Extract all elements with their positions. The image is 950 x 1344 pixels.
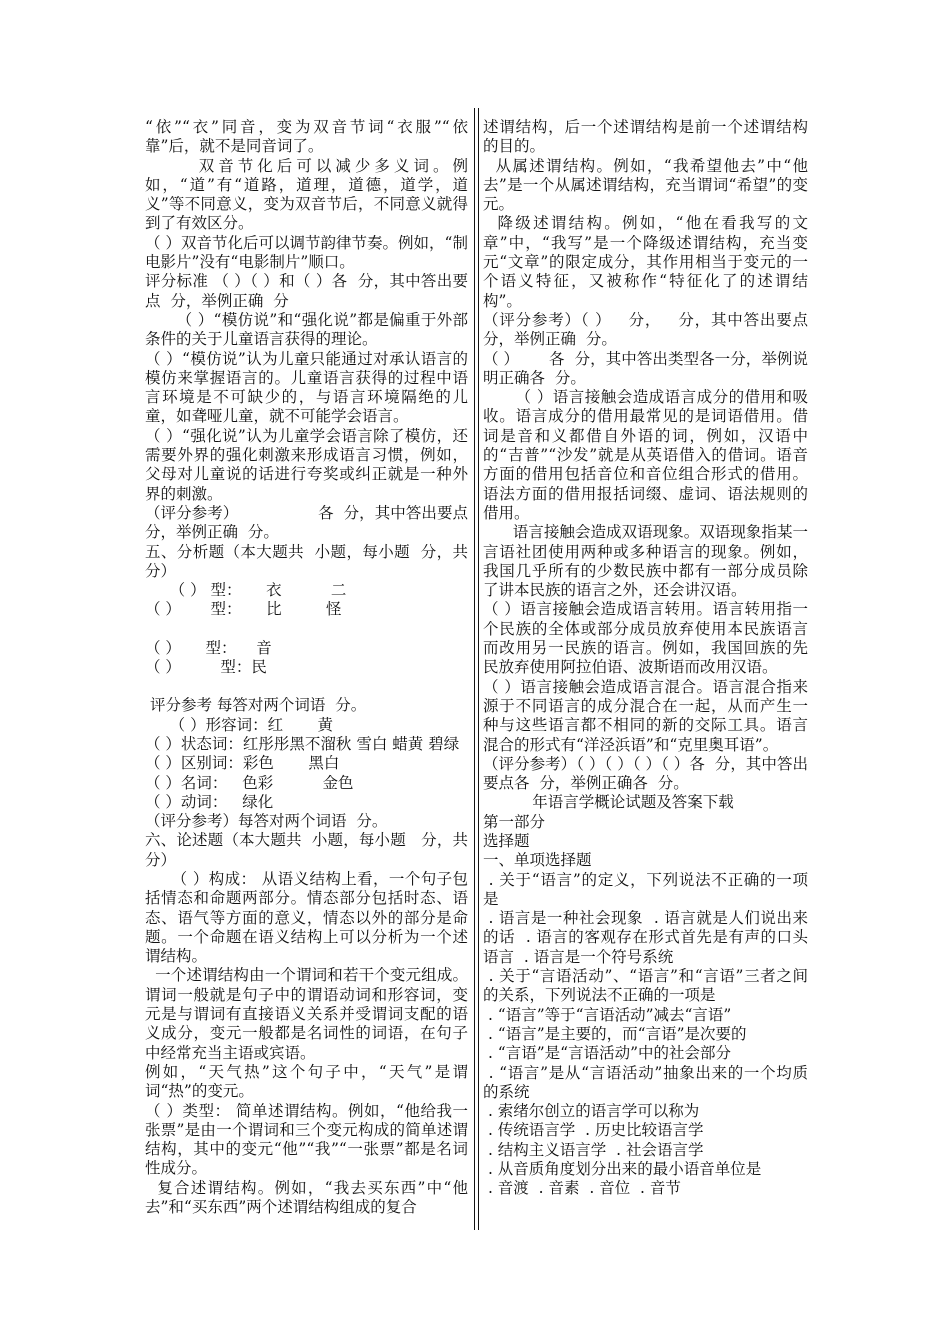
paragraph: 评分标准 （ ）（ ）和（ ）各 分，其中答出要点 分，举例正确 分 — [145, 272, 468, 310]
left-column — [145, 118, 478, 1217]
paragraph: （ ）“强化说”认为儿童学会语言除了模仿，还需要外界的强化刺激来形成语言习惯，例如，父母对儿童说的话进行夸奖或纠正就是一种外界的刺激。 — [145, 426, 468, 503]
option: . “语言”是从“言语活动”抽象出来的一个均质的系统 — [483, 1063, 808, 1101]
paragraph: 语言接触会造成双语现象。双语现象指某一言语社团使用两种或多种语言的现象。例如，我国几乎所有的少数民族中都有一部分成员除了讲本民族的语言之外，还会讲汉语。 — [483, 523, 808, 600]
options: . 结构主义语言学 . 社会语言学 — [483, 1140, 704, 1159]
paragraph: 例如，“天气热”这个句子中，“天气”是谓词“热”的变元。 — [145, 1062, 468, 1101]
paragraph: 复合述谓结构。例如，“我去买东西”中“他去”和“买东西”两个述谓结构组成的复合 — [145, 1178, 468, 1217]
paragraph: （评分参考）（ ） 分， 分，其中答出要点 分，举例正确 分。 — [483, 310, 818, 349]
section-heading: 五、分析题（本大题共 小题，每小题 分，共 分） — [145, 542, 478, 580]
answer-line: （ ） 型： 比 怪 — [145, 600, 342, 619]
section-heading: 一、单项选择题 — [483, 851, 592, 870]
option: . “语言”是主要的，而“言语”是次要的 — [483, 1024, 747, 1043]
answer-line: （ ） 型： 音 — [145, 638, 272, 657]
answer-line: （ ） 型： 衣 二 — [145, 581, 347, 600]
options: . 语言是一种社会现象 . 语言就是人们说出来的话 . 语言的客观存在形式首先是有声的口头语言 . 语言是一个符号系统 — [483, 909, 808, 966]
blank-line — [145, 620, 468, 639]
paragraph: （ ）“模仿说”和“强化说”都是偏重于外部条件的关于儿童语言获得的理论。 — [145, 310, 469, 349]
option: . “言语”是“言语活动”中的社会部分 — [483, 1044, 731, 1063]
answer-line: （ ） 型：民 — [145, 658, 267, 677]
paragraph: 评分参考 每答对两个词语 分。 — [145, 696, 367, 715]
section-heading: 第一部分 — [483, 812, 546, 831]
question: . 关于“言语活动”、“语言”和“言语”三者之间的关系，下列说法不正确的一项是 — [483, 967, 808, 1005]
paragraph: 一个述谓结构由一个谓词和若干个变元组成。谓词一般就是句子中的谓语动词和形容词，变元是与谓词有直接语义关系并受谓词支配的语义成分，变元一般都是名词性的词语，在句子中经常充当主语或宾语。 — [145, 966, 468, 1062]
blank-line — [145, 677, 468, 696]
options: . 传统语言学 . 历史比较语言学 — [483, 1121, 704, 1140]
section-heading: 选择题 — [483, 831, 530, 850]
answer-line: （ ）状态词：红彤彤黑不溜秋 雪白 蜡黄 碧绿 — [145, 734, 460, 753]
column-divider — [478, 108, 479, 1230]
question: . 索绪尔创立的语言学可以称为 — [483, 1102, 700, 1121]
answer-line: （ ）动词： 绿化 — [145, 792, 274, 811]
option: . “语言”等于“言语活动”减去“言语” — [483, 1005, 732, 1024]
answer-line: （ ）形容词：红 黄 — [145, 715, 334, 734]
paragraph: （评分参考） 各 分，其中答出要点 分，举例正确 分。 — [145, 503, 478, 542]
column-divider — [474, 108, 475, 1230]
paragraph: （ ）构成： 从语义结构上看，一个句子包括情态和命题两部分。情态部分包括时态、语态、语气等方面的意义，情态以外的部分是命题。一个命题在语义结构上可以分析为一个述谓结构。 — [145, 869, 469, 966]
options: . 音渡 . 音素 . 音位 . 音节 — [483, 1179, 681, 1198]
paragraph: （ ）语言接触会造成语言成分的借用和吸收。语言成分的借用最常见的是词语借用。借词是音和义都借自外语的词，例如，汉语中的“吉普”“沙发”就是从英语借入的借词。语音方面的借用包括音位和音位组合形式的借用。语法方面的借用报括词缀、虚词、语法规则的借用。 — [483, 388, 808, 522]
paragraph: （评分参考）每答对两个词语 分。 — [145, 812, 388, 831]
document-title: 年语言学概论试题及答案下载 — [483, 793, 734, 812]
paragraph: 降级述谓结构。例如，“他在看我写的文章”中，“我写”是一个降级述谓结构，充当变元“文章”的限定成分，其作用相当于变元的一个语义特征，又被称作“特征化了的述谓结构”。 — [483, 214, 808, 310]
right-column — [483, 118, 818, 1199]
paragraph: 从属述谓结构。例如，“我希望他去”中“他去”是一个从属述谓结构，充当谓词“希望”的变元。 — [483, 156, 808, 214]
section-heading: 六、论述题（本大题共 小题，每小题 分，共 分） — [145, 831, 478, 869]
paragraph: （ ）双音节化后可以调节韵律节奏。例如，“制电影片”没有“电影制片”顺口。 — [145, 233, 468, 272]
paragraph: （ ）语言接触会造成语言混合。语言混合指来源于不同语言的成分混合在一起，从而产生一种与这些语言都不相同的新的交际工具。语言混合的形式有“洋泾浜语”和“克里奥耳语”。 — [483, 677, 808, 754]
paragraph: （ ）“模仿说”认为儿童只能通过对承认语言的模仿来掌握语言的。儿童语言获得的过程中语言环境是不可缺少的，与语言环境隔绝的儿童，如聋哑儿童，就不可能学会语言。 — [145, 349, 468, 426]
question: . 从音质角度划分出来的最小语音单位是 — [483, 1160, 762, 1179]
paragraph: （ ） 各 分，其中答出类型各一分，举例说明正确各 分。 — [483, 349, 808, 387]
answer-line: （ ）名词： 色彩 金色 — [145, 773, 354, 792]
paragraph: （ ）类型： 简单述谓结构。例如，“他给我一张票”是由一个谓词和三个变元构成的简单述谓结构，其中的变元“他”“我”“一张票”都是名词性成分。 — [145, 1101, 468, 1178]
paragraph: “依”“衣”同音，变为双音节词“衣服”“依靠”后，就不是同音词了。 — [145, 118, 468, 156]
paragraph: （ ）语言接触会造成语言转用。语言转用指一个民族的全体或部分成员放弃使用本民族语言而改用另一民族的语言。例如，我国回族的先民放弃使用阿拉伯语、波斯语而改用汉语。 — [483, 600, 808, 677]
paragraph: 述谓结构，后一个述谓结构是前一个述谓结构的目的。 — [483, 118, 808, 156]
paragraph: 双音节化后可以减少多义词。例如，“道”有“道路，道理，道德，道学，道义”等不同意义，变为双音节后，不同意义就得到了有效区分。 — [145, 156, 468, 233]
answer-line: （ ）区别词：彩色 黑白 — [145, 754, 340, 773]
paragraph: （评分参考）（ ）（ ）（ ）（ ）各 分，其中答出要点各 分，举例正确各 分。 — [483, 754, 808, 793]
question: . 关于“语言”的定义，下列说法不正确的一项是 — [483, 870, 808, 908]
